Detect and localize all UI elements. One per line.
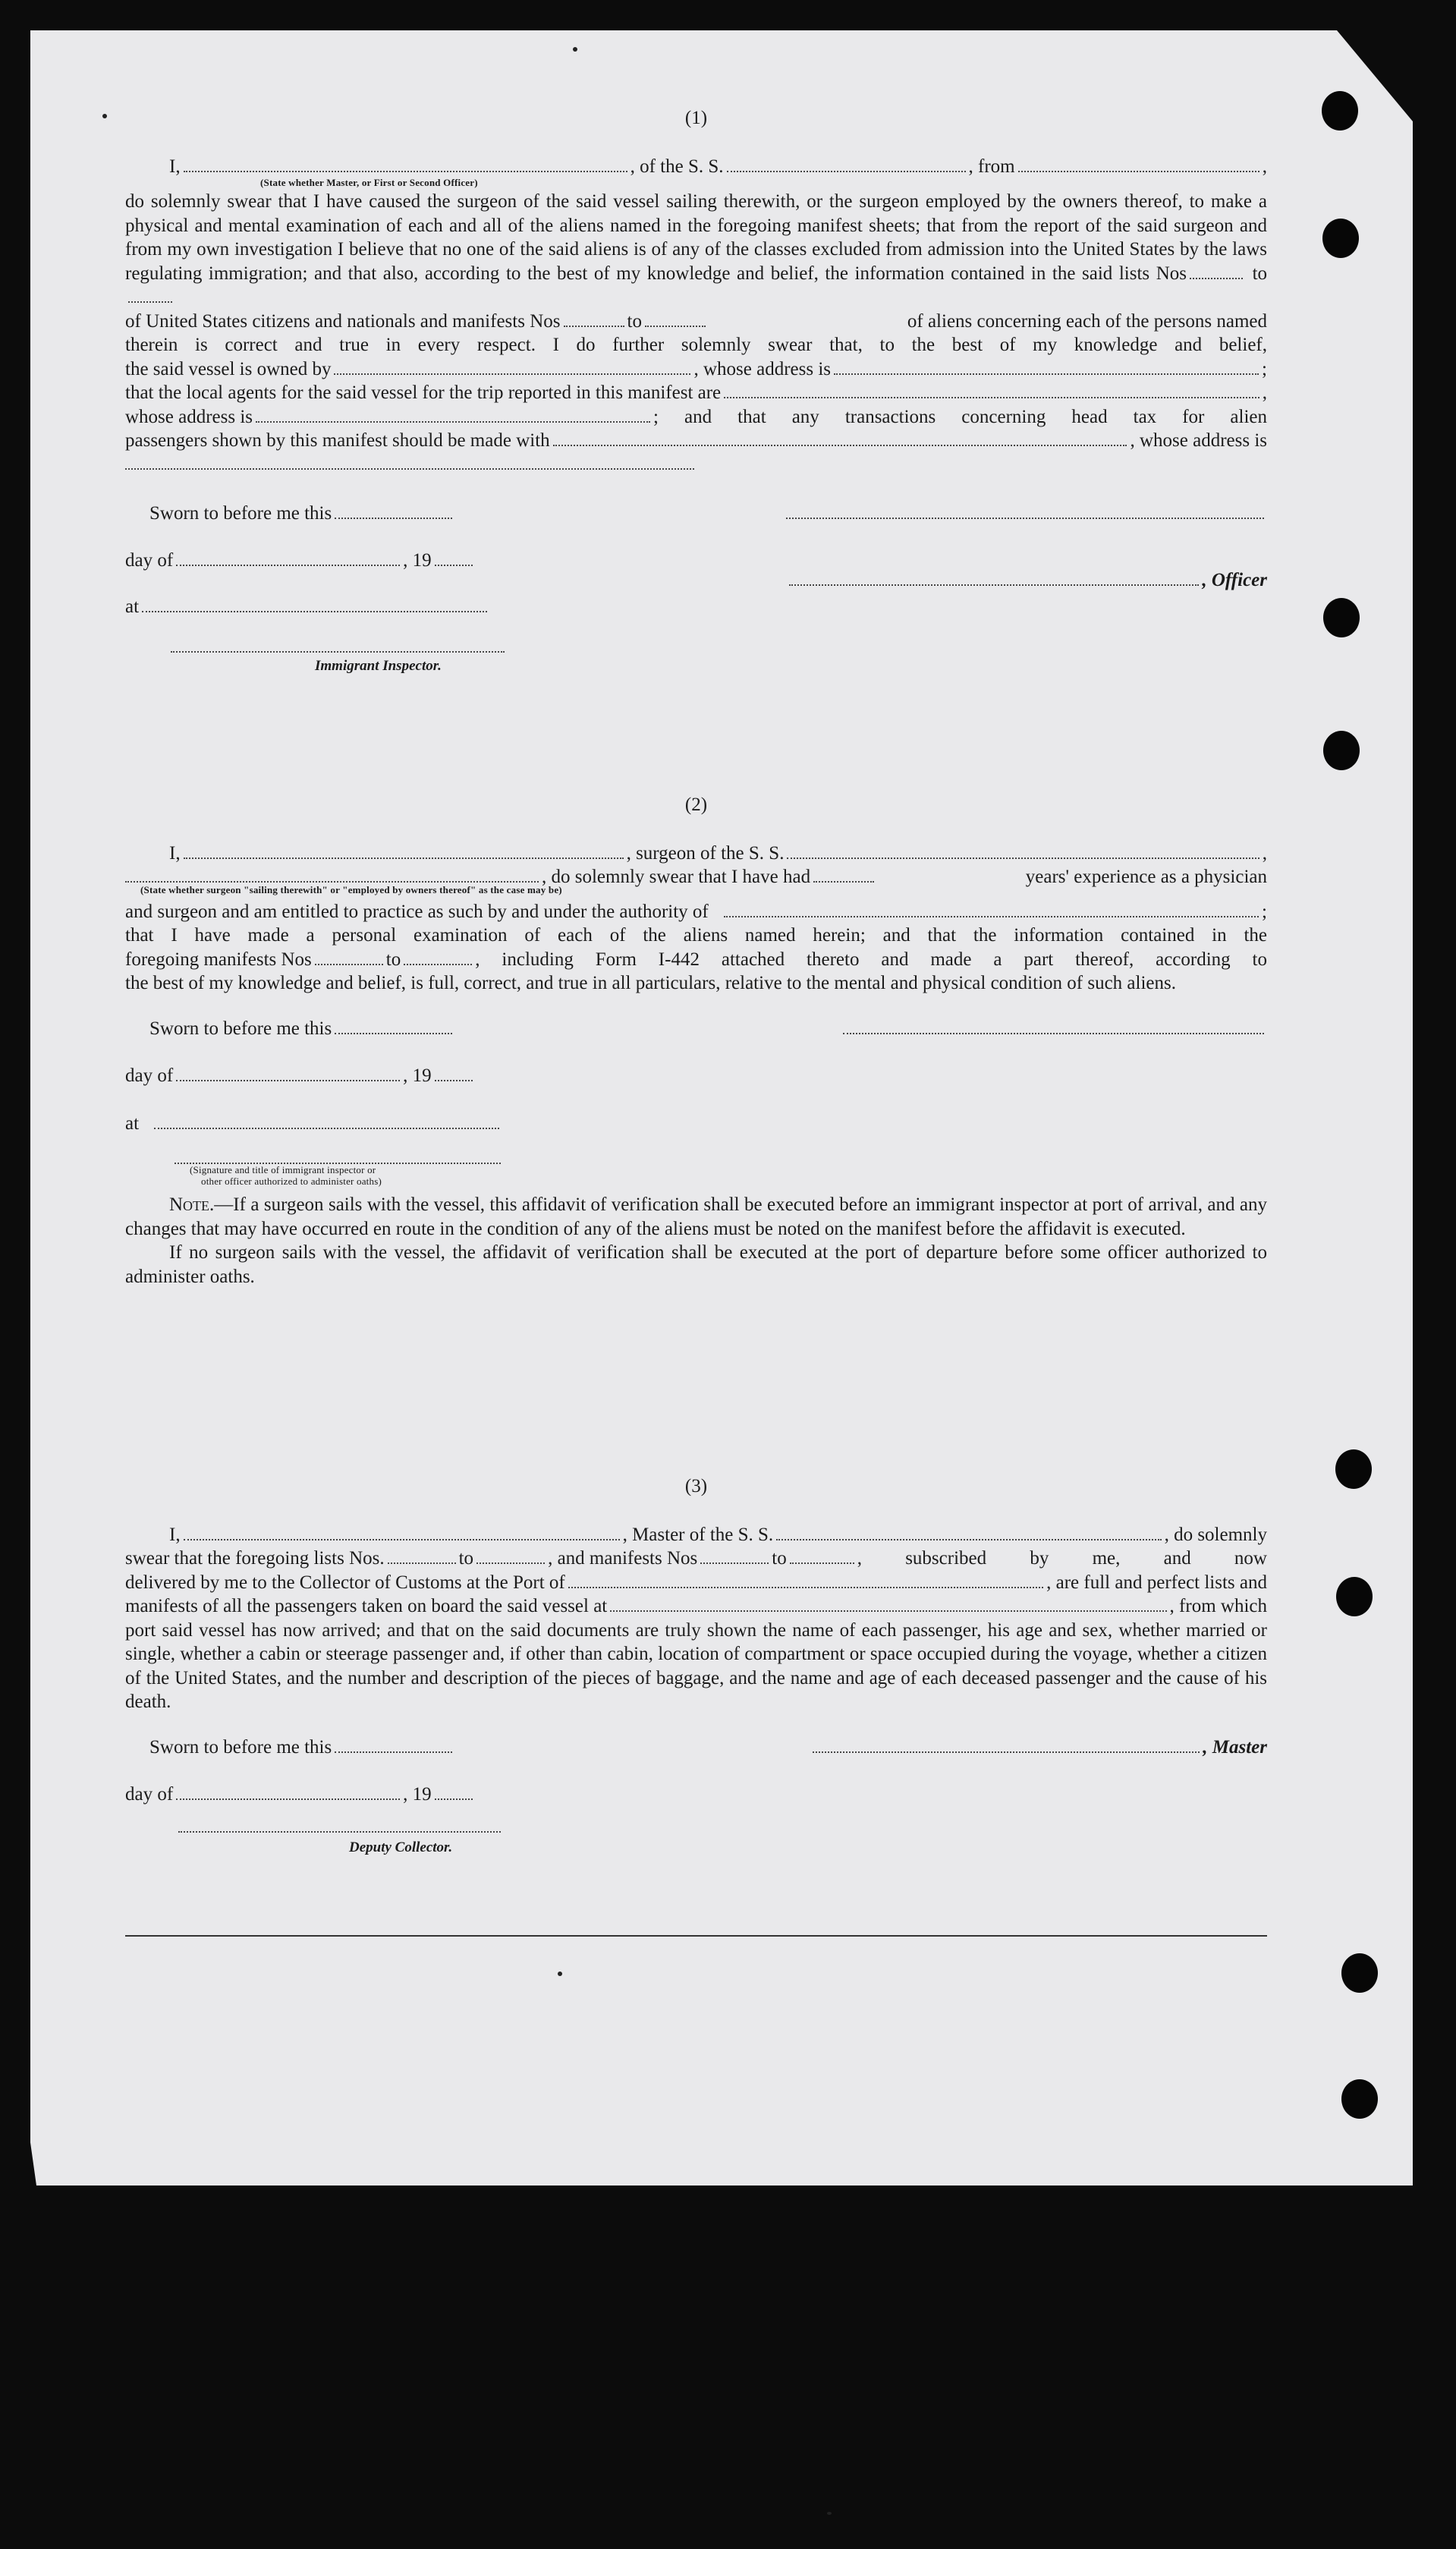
punch-hole: [1322, 91, 1358, 131]
text: at: [125, 596, 140, 617]
punch-hole: [1341, 2079, 1378, 2119]
officer-label: , Officer: [1202, 569, 1267, 590]
vessel-name-field-2[interactable]: [787, 842, 1259, 859]
text: I,: [169, 156, 181, 177]
inspector-signature-field[interactable]: [171, 634, 505, 653]
text: to: [627, 310, 642, 332]
manifests-to-field-2[interactable]: [404, 949, 472, 965]
text: to: [772, 1548, 787, 1569]
day-field-2[interactable]: [176, 1065, 400, 1081]
punch-hole: [1323, 598, 1360, 637]
port-field[interactable]: [568, 1572, 1043, 1588]
section-1: [125, 106, 1267, 678]
surgeon-note: (State whether surgeon "sailing therewith" or "employed by owners thereof" as the case may be): [140, 883, 562, 895]
lists-to-field[interactable]: [128, 286, 172, 303]
signature-note-line-2: other officer authorized to administer oaths): [201, 1175, 382, 1187]
section-3-line-3: [125, 1571, 1267, 1595]
agents-address-field[interactable]: [256, 406, 650, 423]
section-3-line-4: [125, 1594, 1267, 1619]
text: whose address is: [125, 406, 253, 427]
text: day of: [125, 1784, 174, 1805]
text: Sworn to before me this: [149, 1736, 332, 1758]
text: that I have made a personal examination of each of the aliens named herein; and that the information contained in the: [125, 925, 1267, 946]
text: swear that the foregoing lists Nos.: [125, 1548, 385, 1569]
lists-to-field-3[interactable]: [476, 1547, 545, 1564]
vessel-name-field[interactable]: [727, 156, 966, 172]
text: , and manifests Nos: [548, 1548, 698, 1569]
agents-line: [125, 381, 1267, 405]
owner-field[interactable]: [334, 358, 690, 375]
text: , from which: [1169, 1596, 1267, 1616]
speck-mark: [558, 1972, 562, 1976]
vessel-name-field-3[interactable]: [776, 1524, 1161, 1540]
surgeon-name-field[interactable]: [184, 842, 624, 859]
text: , surgeon of the S. S.: [626, 842, 785, 864]
text: I,: [169, 1524, 181, 1545]
passengers-address-line: [125, 453, 1267, 470]
surgeon-status-field[interactable]: [125, 866, 539, 883]
text: delivered by me to the Collector of Customs at the Port of: [125, 1572, 565, 1593]
passengers-line: [125, 429, 1267, 453]
master-name-field-3[interactable]: [184, 1524, 620, 1540]
text: Sworn to before me this: [149, 502, 332, 524]
text: the said vessel is owned by: [125, 358, 332, 379]
owner-address-field[interactable]: [834, 358, 1259, 375]
officer-note: (State whether Master, or First or Second Officer): [260, 177, 478, 188]
sworn-date-field-3[interactable]: [335, 1736, 452, 1753]
therein-line: [125, 333, 1267, 357]
bottom-rule: [125, 1935, 1267, 1937]
section-3-number: (3): [684, 1476, 708, 1496]
text: ,: [1262, 156, 1267, 177]
sworn-date-field[interactable]: [335, 502, 452, 519]
note-paragraph: [125, 1193, 1267, 1241]
text: foregoing manifests Nos: [125, 949, 312, 970]
text: ;: [1262, 358, 1267, 379]
year-field[interactable]: [435, 549, 473, 566]
note-label: Note.: [169, 1194, 215, 1215]
master-label: , Master: [1203, 1736, 1267, 1758]
sworn-line-1: [125, 502, 1267, 526]
signature-note-line-1: (Signature and title of immigrant inspector or: [190, 1164, 376, 1175]
text: of United States citizens and nationals and manifests Nos: [125, 310, 561, 332]
at-line-1: [125, 595, 1267, 619]
lists-from-field[interactable]: [1190, 263, 1243, 279]
from-port-field[interactable]: [1018, 156, 1259, 172]
text: ; and that any transactions concerning head tax for alien: [653, 406, 1267, 427]
punch-hole: [1322, 219, 1359, 258]
section-3-body: port said vessel has now arrived; and that on the said documents are truly shown the name of each passenger, his age and sex, whether married or single, whether a cabin or steerage passenger and, if other than cabin, location of compartment or space occupied during the voyage, whether a citizen of the United States, and the number and description of the pieces of baggage, and the name and age of each deceased passenger and the cause of his death.: [125, 1619, 1267, 1712]
section-2: [125, 793, 1267, 1289]
text: day of: [125, 1065, 174, 1086]
at-place-field-2[interactable]: [154, 1112, 499, 1129]
text: of aliens concerning each of the persons named: [907, 310, 1267, 332]
manifests-from-field-3[interactable]: [700, 1547, 769, 1564]
citizens-line: [125, 310, 1267, 334]
speck-mark: [102, 114, 107, 118]
master-signature-field[interactable]: [813, 1736, 1200, 1753]
embarkation-port-field[interactable]: [610, 1595, 1166, 1612]
head-tax-address-field[interactable]: [125, 453, 694, 470]
collector-signature-field[interactable]: [178, 1827, 501, 1833]
section-1-body: [125, 190, 1267, 310]
text: manifests of all the passengers taken on board the said vessel at: [125, 1596, 608, 1616]
text: Sworn to before me this: [149, 1018, 332, 1039]
text: , do solemnly: [1164, 1524, 1267, 1545]
text: , 19: [403, 550, 432, 571]
text: to: [385, 949, 401, 970]
manifests-to-field-3[interactable]: [790, 1547, 854, 1564]
section-2-line-4: [125, 924, 1267, 948]
speck-mark: [573, 47, 577, 52]
text: , whose address is: [1130, 430, 1267, 451]
manifests-from-field-2[interactable]: [315, 949, 383, 965]
manifests-from-field[interactable]: [564, 310, 624, 327]
officer-signature-top[interactable]: [786, 502, 1264, 519]
year-field-3[interactable]: [435, 1783, 473, 1800]
years-experience-field[interactable]: [813, 866, 874, 883]
year-field-2[interactable]: [435, 1065, 473, 1081]
text: therein is correct and true in every respect. I do further solemnly swear that, to the best of my knowledge and belief,: [125, 335, 1267, 355]
text: to: [1252, 263, 1268, 284]
section-3: [125, 1474, 1267, 1859]
text: passengers shown by this manifest should be made with: [125, 430, 550, 451]
text: that the local agents for the said vessel for the trip reported in this manifest are: [125, 382, 722, 403]
day-line-3: [125, 1783, 1267, 1807]
day-field-3[interactable]: [176, 1783, 400, 1800]
day-line-2: [125, 1064, 1267, 1088]
section-2-line-3: [125, 900, 1267, 924]
section-2-number: (2): [684, 795, 708, 815]
text: , Master of the S. S.: [622, 1524, 774, 1545]
text: , subscribed by me, and now: [857, 1548, 1267, 1569]
text: ,: [1262, 842, 1267, 864]
text: , from: [968, 156, 1015, 177]
authority-field[interactable]: [724, 901, 1259, 917]
section-3-line-1: [125, 1523, 1267, 1547]
section-2-line-1: [125, 842, 1267, 866]
head-tax-party-field[interactable]: [553, 430, 1127, 446]
text: , 19: [403, 1065, 432, 1086]
text: , are full and perfect lists and: [1046, 1572, 1267, 1593]
text: ,: [1262, 382, 1267, 403]
text: ;: [1262, 901, 1267, 922]
speck-mark: [827, 2512, 832, 2515]
day-field[interactable]: [176, 549, 400, 566]
manifests-to-field[interactable]: [645, 310, 706, 327]
note-paragraph-2: If no surgeon sails with the vessel, the affidavit of verification shall be executed at the port of departure before some officer authorized to administer oaths.: [125, 1242, 1267, 1287]
text: I,: [169, 842, 181, 864]
whose-address-line: [125, 405, 1267, 430]
text: , 19: [403, 1784, 432, 1805]
section-1-line-1: [125, 155, 1267, 179]
sworn-date-field-2[interactable]: [335, 1018, 452, 1034]
master-name-field[interactable]: [184, 156, 627, 172]
section-1-number: (1): [684, 108, 708, 128]
agents-field[interactable]: [724, 382, 1259, 398]
text: , of the S. S.: [630, 156, 724, 177]
officer-signature-field[interactable]: [789, 569, 1199, 586]
text: at: [125, 1112, 140, 1134]
sworn-line-3: [125, 1736, 1267, 1760]
section-3-line-2: [125, 1547, 1267, 1571]
inspector-signature-field-2[interactable]: [175, 1156, 501, 1164]
sworn-line-2: [125, 1017, 1267, 1041]
punch-hole: [1341, 1953, 1378, 1993]
text: to: [458, 1548, 474, 1569]
text: , including Form I-442 attached thereto and made a part thereof, according to: [475, 949, 1267, 970]
text: , do solemnly swear that I have had: [542, 867, 811, 887]
text: , whose address is: [693, 358, 832, 379]
officer-line: [125, 568, 1267, 593]
punch-hole: [1335, 1449, 1372, 1489]
at-line-2: [125, 1112, 1267, 1136]
text: day of: [125, 550, 174, 571]
punch-hole: [1336, 1577, 1373, 1616]
owned-line: [125, 357, 1267, 382]
surgeon-signature-field[interactable]: [843, 1018, 1264, 1034]
inspector-caption: Immigrant Inspector.: [315, 657, 442, 674]
note-text: —If a surgeon sails with the vessel, this affidavit of verification shall be executed before an immigrant inspector at port of arrival, and any changes that may have occurred en route in the condition of any of the aliens must be noted on the manifest before the affidavit is executed.: [125, 1194, 1267, 1239]
collector-caption: Deputy Collector.: [349, 1839, 453, 1855]
lists-from-field-3[interactable]: [388, 1547, 456, 1564]
punch-hole: [1323, 731, 1360, 770]
body-text: do solemnly swear that I have caused the surgeon of the said vessel sailing therewith, or the surgeon employed by the owners thereof, to make a physical and mental examination of each and all of the aliens named in the foregoing manifest sheets; that from the report of the said surgeon and from my own investigation I believe that no one of the said aliens is of any of the classes excluded from admission into the United States by the laws regulating immigration; and that also, according to the best of my knowledge and belief, the information contained in the said lists Nos: [125, 191, 1267, 284]
section-2-line-5: [125, 948, 1267, 972]
text: years' experience as a physician: [1025, 867, 1267, 887]
at-place-field[interactable]: [142, 596, 487, 612]
text: and surgeon and am entitled to practice as such by and under the authority of: [125, 901, 709, 922]
section-2-body-end: the best of my knowledge and belief, is full, correct, and true in all particulars, relative to the mental and physical condition of such aliens.: [125, 973, 1176, 993]
